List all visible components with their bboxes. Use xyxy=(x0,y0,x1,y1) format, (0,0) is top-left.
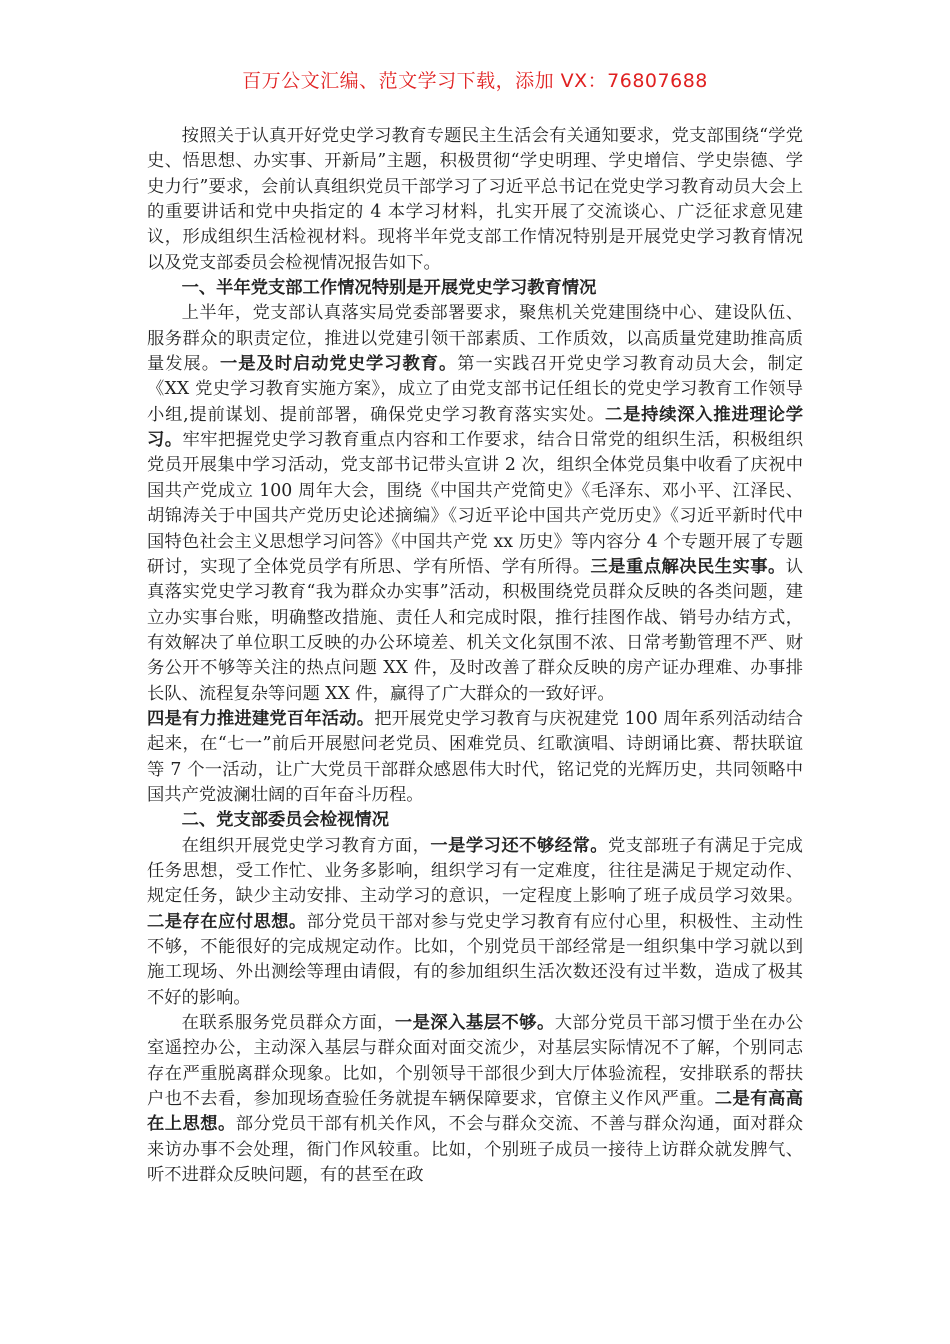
s1-text-3: 认真落实党史学习教育“我为群众办实事”活动，积极围绕党员群众反映的各类问题，建立办实事台账，明确整改措施、责任人和完成时限，推行挂图作战、销号办结方式，有效解决了单位职工反映的办公环境差、机关文化氛围不浓、日常考勤管理不严、财务公开不够等关注的热点问题 XX 件，及时改善了群众反映的房产证办理难、办事排长队、流程复杂等问题 XX 件，赢得了广大群众的一致好评。 xyxy=(147,556,803,704)
document-body xyxy=(147,124,803,1188)
watermark-banner: 百万公文汇编、范文学习下载，添加 VX：76807688 xyxy=(242,70,708,92)
s1-point-4: 四是有力推进建党百年活动。 xyxy=(147,708,375,729)
s1-text-2: 牢牢把握党史学习教育重点内容和工作要求，结合日常党的组织生活，积极组织党员开展集中学习活动，党支部书记带头宣讲 2 次，组织全体党员集中收看了庆祝中国共产党成立 100 周年大会，围绕《中国共产党简史》《毛泽东、邓小平、江泽民、胡锦涛关于中国共产党历史论述摘编》《习近平论中国共产党历史》《习近平新时代中国特色社会主义思想学习问答》《中国共产党 xx 历史》等内容分 4 个专题开展了专题研讨，实现了全体党员学有所思、学有所悟、学有所得。 xyxy=(147,430,803,577)
s2-text-1: 党支部班子有满足于完成任务思想，受工作忙、业务多影响，组织学习有一定难度，往往是满足于规定动作、规定任务，缺少主动安排、主动学习的意识，一定程度上影响了班子成员学习效果。 xyxy=(147,835,803,907)
section-2-paragraph-2 xyxy=(147,1011,803,1188)
section-1-paragraph xyxy=(147,301,803,707)
s1-point-1: 一是及时启动党史学习教育。 xyxy=(220,354,458,375)
s2-point-3: 一是深入基层不够。 xyxy=(394,1013,555,1034)
s2-point-4: 二是有高高在上思想。 xyxy=(147,1089,803,1135)
section-2-heading: 二、党支部委员会检视情况 xyxy=(181,810,389,831)
s2-point-2: 二是存在应付思想。 xyxy=(147,911,307,932)
s2-text-4: 部分党员干部有机关作风，不会与群众交流、不善与群众沟通，面对群众来访办事不会处理，衙门作风较重。比如，个别班子成员一接待上访群众就发脾气、听不进群众反映问题，有的甚至在政 xyxy=(147,1114,803,1186)
s2-text-3: 大部分党员干部习惯于坐在办公室遥控办公，主动深入基层与群众面对面交流少，对基层实际情况不了解，个别同志存在严重脱离群众现象。比如，个别领导干部很少到大厅体验流程，安排联系的帮扶户也不去看，参加现场查验任务就提车辆保障要求，官僚主义作风严重。 xyxy=(147,1013,803,1110)
section-1-paragraph-2 xyxy=(147,707,803,808)
s1-text-4: 把开展党史学习教育与庆祝建党 100 周年系列活动结合起来，在“七一”前后开展慰问老党员、困难党员、红歌演唱、诗朗诵比赛、帮扶联谊等 7 个一活动，让广大党员干部群众感恩伟大时代，铭记党的光辉历史，共同领略中国共产党波澜壮阔的百年奋斗历程。 xyxy=(147,708,803,805)
intro-paragraph: 按照关于认真开好党史学习教育专题民主生活会有关通知要求，党支部围绕“学党史、悟思想、办实事、开新局”主题，积极贯彻“学史明理、学史增信、学史崇德、学史力行”要求，会前认真组织党员干部学习了习近平总书记在党史学习教育动员大会上的重要讲话和党中央指定的 4 本学习材料，扎实开展了交流谈心、广泛征求意见建议，形成组织生活检视材料。现将半年党支部工作情况特别是开展党史学习教育情况以及党支部委员会检视情况报告如下。 xyxy=(147,126,803,273)
s2-point-1: 一是学习还不够经常。 xyxy=(430,835,609,856)
s1-point-2: 二是持续深入推进理论学习。 xyxy=(147,404,803,451)
s2-lead-1: 在组织开展党史学习教育方面， xyxy=(181,835,431,856)
section-1-heading: 一、半年党支部工作情况特别是开展党史学习教育情况 xyxy=(181,278,597,299)
section-2-paragraph-1 xyxy=(147,834,803,1011)
s1-point-3: 三是重点解决民生实事。 xyxy=(590,556,786,577)
s1-lead: 上半年，党支部认真落实局党委部署要求，聚焦机关党建围绕中心、建设队伍、服务群众的职责定位，推进以党建引领干部素质、工作质效，以高质量党建助推高质量发展。 xyxy=(147,303,803,375)
s2-text-2: 部分党员干部对参与党史学习教育有应付心里，积极性、主动性不够，不能很好的完成规定动作。比如，个别党员干部经常是一组织集中学习就以到施工现场、外出测绘等理由请假，有的参加组织生活次数还没有过半数，造成了极其不好的影响。 xyxy=(147,911,803,1008)
s1-text-1: 第一实践召开党史学习教育动员大会，制定《XX 党史学习教育实施方案》，成立了由党支部书记任组长的党史学习教育工作领导小组,提前谋划、提前部署，确保党史学习教育落实实处。 xyxy=(147,354,803,425)
s2-lead-2: 在联系服务党员群众方面， xyxy=(181,1013,395,1034)
